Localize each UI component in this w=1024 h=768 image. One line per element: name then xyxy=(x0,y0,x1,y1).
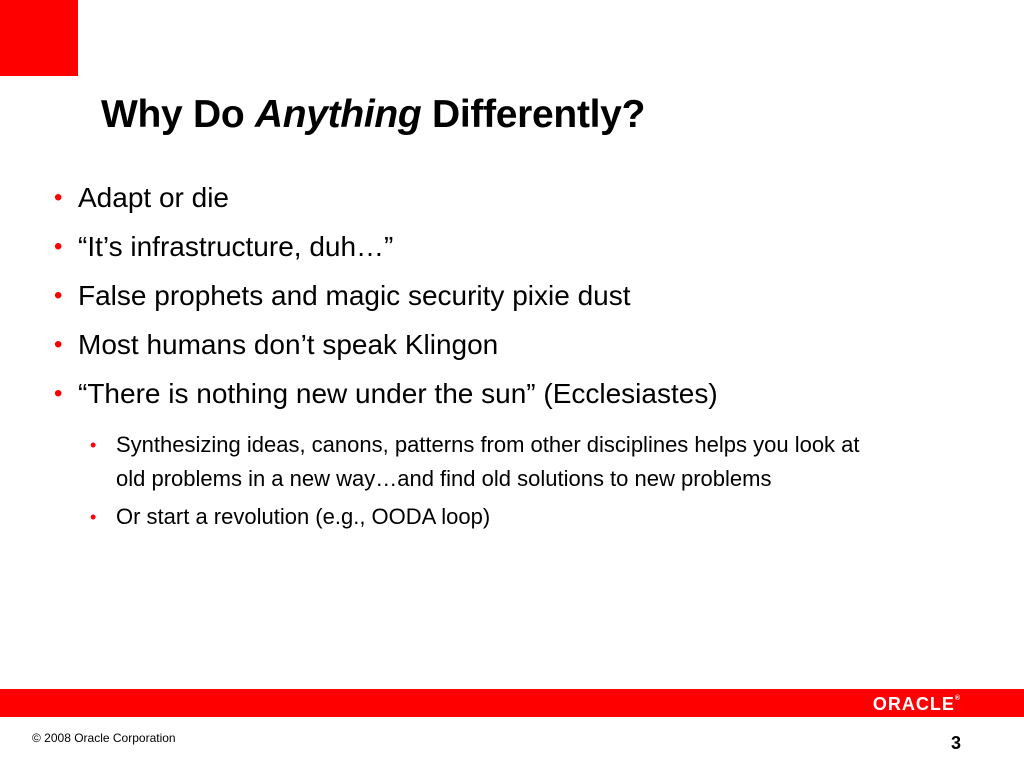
bullet-item xyxy=(54,231,934,263)
title-part-2: Differently? xyxy=(421,93,646,136)
bullet-item xyxy=(54,329,934,361)
sub-bullet-dot-icon: • xyxy=(90,507,97,527)
corner-accent-block xyxy=(0,0,78,76)
sub-bullet-list xyxy=(90,428,870,538)
bullet-list xyxy=(54,182,934,427)
bullet-dot-icon: • xyxy=(54,380,63,407)
bullet-dot-icon: • xyxy=(54,331,63,358)
bullet-item xyxy=(54,280,934,312)
bullet-text: Most humans don’t speak Klingon xyxy=(78,329,499,360)
bullet-text: “There is nothing new under the sun” (Ecclesiastes) xyxy=(78,378,718,409)
slide-title xyxy=(101,93,645,137)
sub-bullet-item xyxy=(90,428,870,496)
title-part-1: Why Do xyxy=(101,93,255,136)
sub-bullet-text: Synthesizing ideas, canons, patterns from other disciplines helps you look at old problems in a new way…and find old solutions to new problems xyxy=(116,432,860,491)
oracle-logo-text: ORACLE xyxy=(872,694,955,714)
bullet-text: Adapt or die xyxy=(78,182,229,213)
sub-bullet-text: Or start a revolution (e.g., OODA loop) xyxy=(116,504,491,529)
title-emphasis: Anything xyxy=(254,93,422,136)
oracle-logo xyxy=(873,694,960,715)
bullet-text: “It’s infrastructure, duh…” xyxy=(78,231,394,262)
bullet-dot-icon: • xyxy=(54,233,63,260)
registered-mark-icon: ® xyxy=(954,695,960,702)
bullet-item xyxy=(54,378,934,410)
copyright-text: © 2008 Oracle Corporation xyxy=(32,731,176,745)
bullet-dot-icon: • xyxy=(54,184,63,211)
sub-bullet-dot-icon: • xyxy=(90,435,97,455)
bullet-item xyxy=(54,182,934,214)
sub-bullet-item xyxy=(90,500,870,534)
footer-bar xyxy=(0,689,1024,717)
bullet-dot-icon: • xyxy=(54,282,63,309)
page-number: 3 xyxy=(950,733,961,753)
bullet-text: False prophets and magic security pixie dust xyxy=(78,280,631,311)
